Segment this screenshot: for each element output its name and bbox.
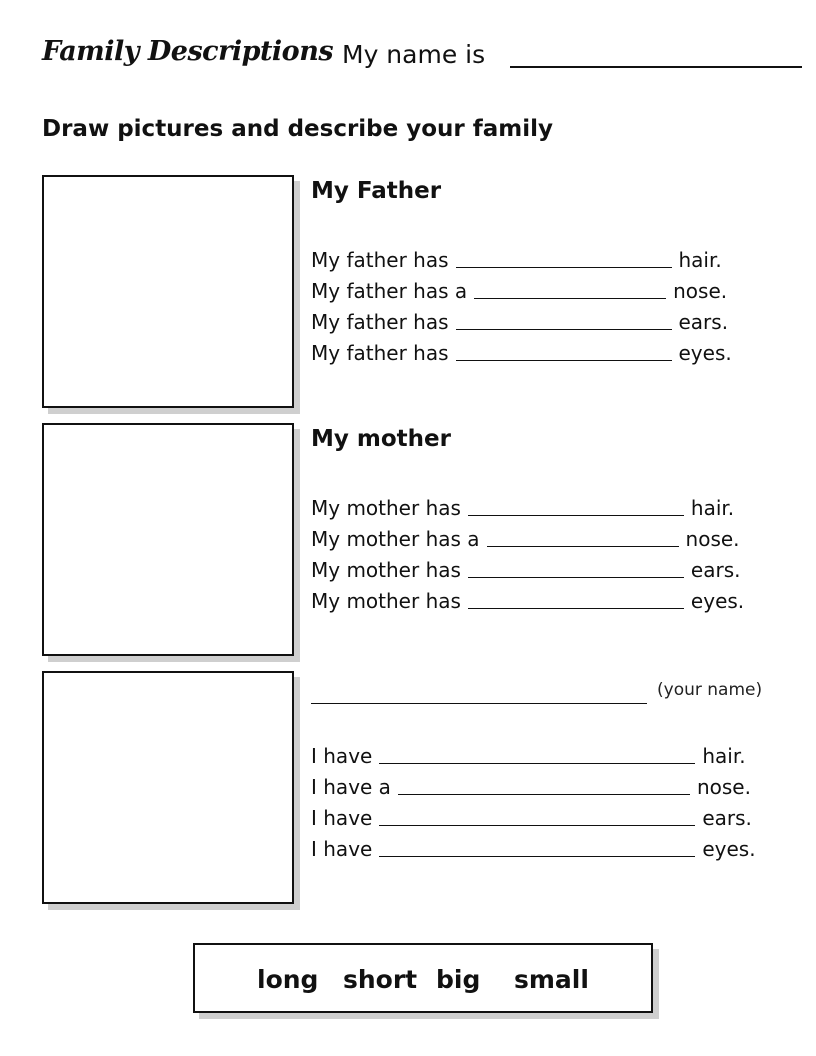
sentence-suffix: hair. [678, 248, 722, 272]
sentence-suffix: eyes. [702, 837, 756, 861]
sentence-prefix: I have [311, 744, 373, 768]
sentence-prefix: I have [311, 806, 373, 830]
worksheet-title: Family Descriptions [42, 36, 334, 67]
mother-ears-sentence [311, 556, 740, 584]
sentence-prefix: My father has [311, 248, 449, 272]
mother-hair-blank[interactable] [468, 515, 684, 516]
self-ears-blank[interactable] [379, 825, 695, 826]
father-nose-blank[interactable] [474, 298, 666, 299]
father-hair-blank[interactable] [456, 267, 672, 268]
word-bank-word: small [514, 965, 589, 994]
father-ears-sentence [311, 308, 728, 336]
sentence-prefix: My mother has a [311, 527, 480, 551]
sentence-prefix: I have [311, 837, 373, 861]
self-nose-sentence [311, 773, 751, 801]
mother-nose-sentence [311, 525, 740, 553]
mother-section-title: My mother [311, 426, 451, 452]
mother-picture-box[interactable] [42, 423, 294, 656]
mother-ears-blank[interactable] [468, 577, 684, 578]
sentence-prefix: My mother has [311, 589, 461, 613]
instructions: Draw pictures and describe your family [42, 116, 554, 142]
sentence-prefix: My father has [311, 310, 449, 334]
word-bank [193, 943, 653, 1013]
sentence-prefix: I have a [311, 775, 391, 799]
sentence-suffix: eyes. [690, 589, 745, 613]
father-nose-sentence [311, 277, 727, 305]
self-eyes-blank[interactable] [379, 856, 695, 857]
sentence-suffix: nose. [696, 775, 751, 799]
self-eyes-sentence [311, 835, 756, 863]
sentence-suffix: nose. [685, 527, 740, 551]
father-picture-box[interactable] [42, 175, 294, 408]
sentence-suffix: nose. [673, 279, 728, 303]
your-name-hint: (your name) [657, 680, 763, 700]
sentence-suffix: eyes. [678, 341, 732, 365]
mother-nose-blank[interactable] [487, 546, 679, 547]
self-hair-blank[interactable] [379, 763, 695, 764]
sentence-prefix: My mother has [311, 558, 461, 582]
self-picture-box[interactable] [42, 671, 294, 904]
sentence-suffix: hair. [690, 496, 735, 520]
name-blank[interactable] [510, 66, 802, 68]
name-label: My name is [342, 40, 486, 69]
your-name-blank[interactable] [311, 703, 647, 704]
word-bank-word: big [436, 965, 481, 994]
mother-eyes-blank[interactable] [468, 608, 684, 609]
sentence-prefix: My father has a [311, 279, 468, 303]
sentence-prefix: My father has [311, 341, 449, 365]
father-hair-sentence [311, 246, 722, 274]
worksheet-header [42, 34, 804, 74]
father-eyes-sentence [311, 339, 732, 367]
sentence-suffix: ears. [702, 806, 752, 830]
father-ears-blank[interactable] [456, 329, 672, 330]
father-eyes-blank[interactable] [456, 360, 672, 361]
father-section-title: My Father [311, 178, 442, 204]
word-bank-word: short [343, 965, 418, 994]
self-nose-blank[interactable] [398, 794, 690, 795]
mother-eyes-sentence [311, 587, 744, 615]
sentence-prefix: My mother has [311, 496, 461, 520]
sentence-suffix: ears. [678, 310, 729, 334]
word-bank-word: long [257, 965, 319, 994]
self-hair-sentence [311, 742, 746, 770]
self-ears-sentence [311, 804, 752, 832]
sentence-suffix: ears. [690, 558, 741, 582]
sentence-suffix: hair. [702, 744, 746, 768]
mother-hair-sentence [311, 494, 734, 522]
